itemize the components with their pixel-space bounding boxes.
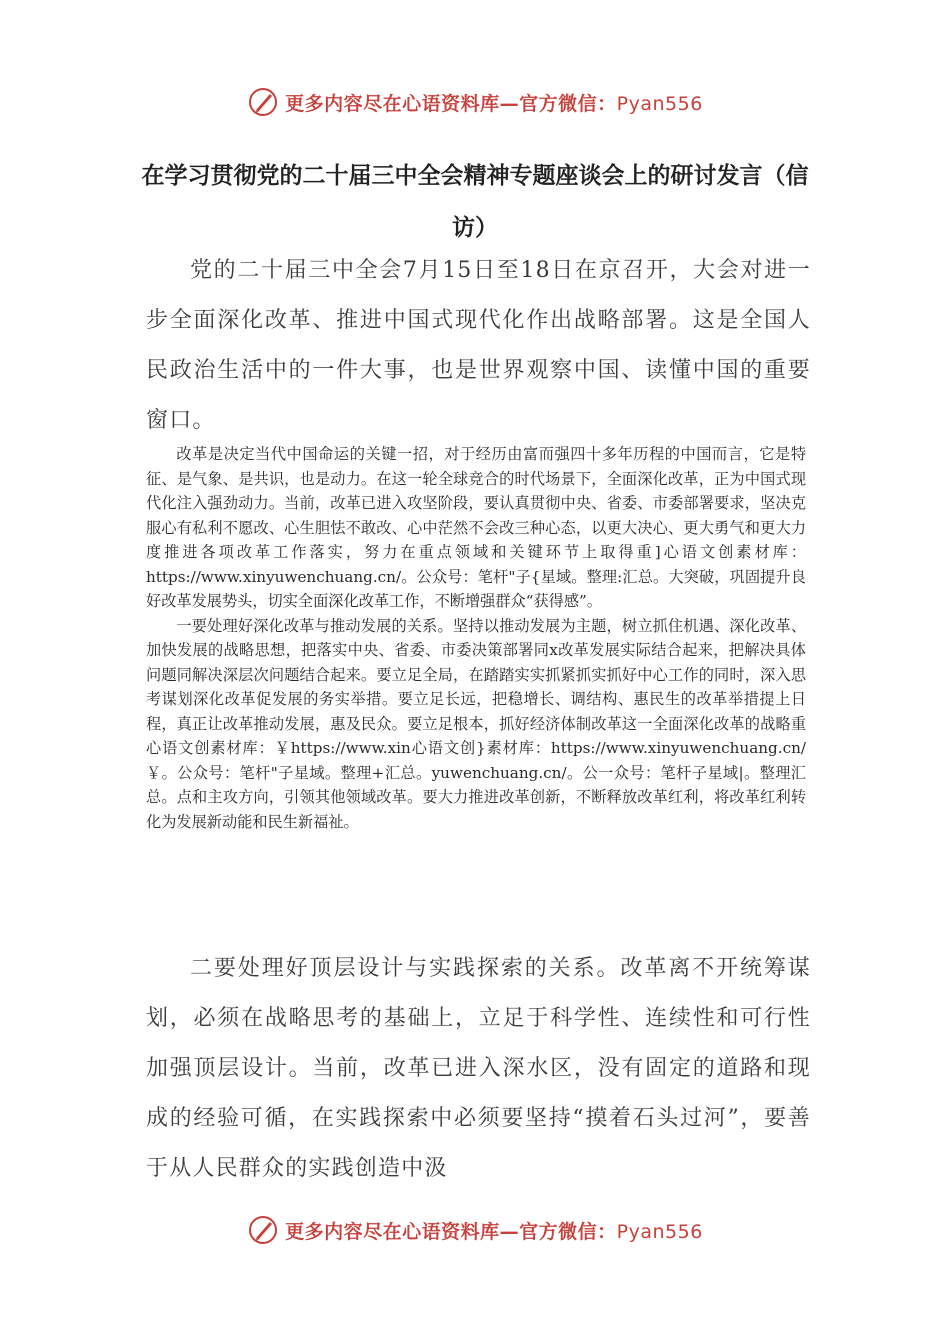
banner-text: 更多内容尽在心语资料库—官方微信：Pyan556 xyxy=(285,1220,703,1243)
quill-pen-logo-icon xyxy=(247,1214,279,1246)
second-point-paragraph: 二要处理好顶层设计与实践探索的关系。改革离不开统筹谋划，必须在战略思考的基础上，立足于科学性、连续性和可行性加强顶层设计。当前，改革已进入深水区，没有固定的道路和现成的经验可循，在实践探索中必须要坚持“摸着石头过河”，要善于从人民群众的实践创造中汲 xyxy=(146,956,811,1181)
document-title: 在学习贯彻党的二十届三中全会精神专题座谈会上的研讨发言（信访） xyxy=(141,162,809,241)
footer-banner xyxy=(0,1210,950,1250)
header-banner xyxy=(0,82,950,122)
body-paragraph-reform: 改革是决定当代中国命运的关键一招，对于经历由富而强四十多年历程的中国而言，它是特征、是气象、是共识，也是动力。在这一轮全球竞合的时代场景下，全面深化改革，正为中国式现代化注入强劲动力。当前，改革已进入攻坚阶段，要认真贯彻中央、省委、市委部署要求，坚决克服心有私利不愿改、心生胆怯不敢改、心中茫然不会改三种心态，以更大决心、更大勇气和更大力度推进各项改革工作落实，努力在重点领域和关键环节上取得重]心语文创素材库：https://www.xinyuwenchuang.cn/。公众号：笔杆"子{星域。整理:汇总。大突破，巩固提升良好改革发展势头，切实全面深化改革工作，不断增强群众“获得感”。 xyxy=(146,445,806,610)
body-paragraph-first-point: 一要处理好深化改革与推动发展的关系。坚持以推动发展为主题，树立抓住机遇、深化改革、加快发展的战略思想，把落实中央、省委、市委决策部署同x改革发展实际结合起来，把解决具体问题同解决深层次问题结合起来。要立足全局，在踏踏实实抓紧抓实抓好中心工作的同时，深入思考谋划深化改革促发展的务实举措。要立足长远，把稳增长、调结构、惠民生的改革举措提上日程，真正让改革推动发展，惠及民众。要立足根本，抓好经济体制改革这一全面深化改革的战略重心语文创素材库：￥https://www.xin心语文创}素材库：https://www.xinyuwenchuang.cn/￥。公众号：笔杆"子星域。整理+汇总。yuwenchuang.cn/。公一众号：笔杆子星域|。整理汇总。点和主攻方向，引领其他领域改革。要大力推进改革创新，不断释放改革红利，将改革红利转化为发展新动能和民生新福祉。 xyxy=(146,616,806,831)
banner-text: 更多内容尽在心语资料库—官方微信：Pyan556 xyxy=(285,92,703,115)
banner-wechat-id: Pyan556 xyxy=(616,92,703,115)
small-text-block xyxy=(146,442,806,834)
intro-paragraph: 党的二十届三中全会7月15日至18日在京召开，大会对进一步全面深化改革、推进中国式现代化作出战略部署。这是全国人民政治生活中的一件大事，也是世界观察中国、读懂中国的重要窗口。 xyxy=(146,258,811,433)
banner-wechat-id: Pyan556 xyxy=(616,1220,703,1243)
quill-pen-logo-icon xyxy=(247,86,279,118)
